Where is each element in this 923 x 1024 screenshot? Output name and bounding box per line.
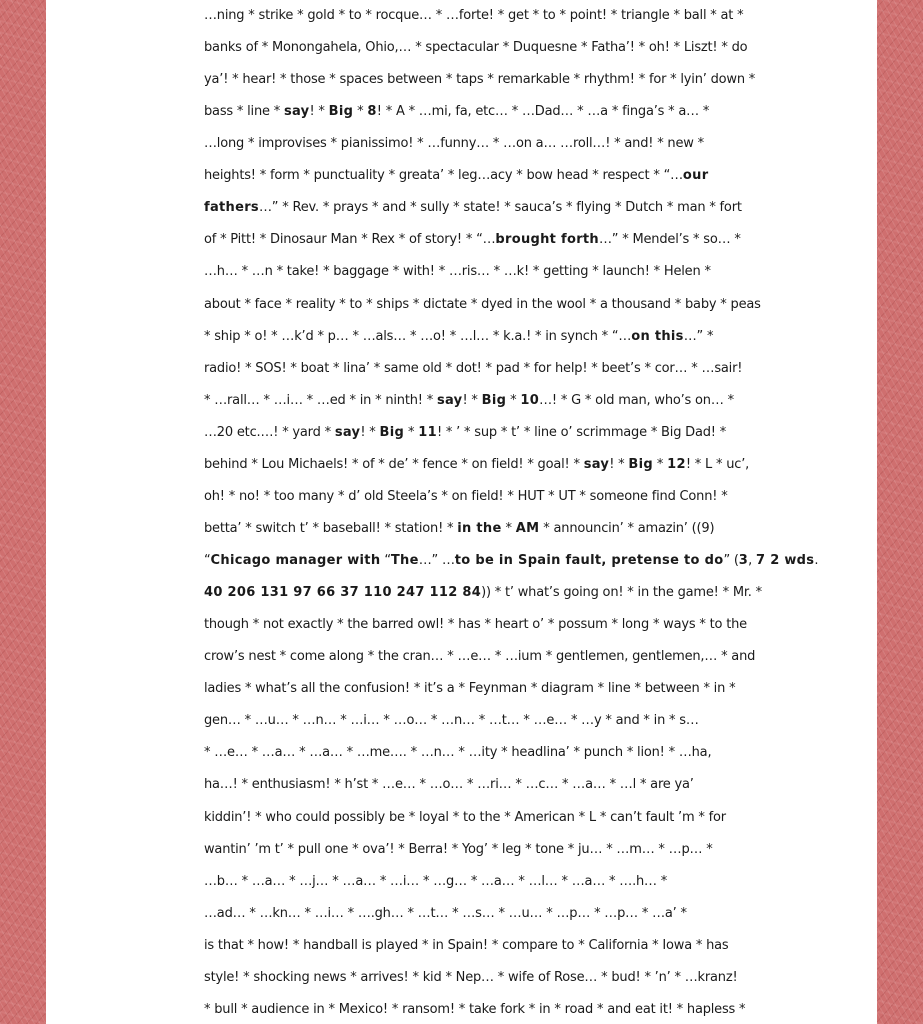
text-run: ! *	[360, 424, 380, 440]
text-run: …” * Rev. * prays * and * sully * state! * sauca’s * flying * Dutch * man * fort	[258, 200, 742, 216]
text-line	[204, 745, 711, 761]
text-run: behind * Lou Michaels! * of * de’ * fence * on field! * goal! *	[204, 456, 584, 472]
text-line	[204, 970, 737, 986]
text-run: …ning * strike * gold * to * rocque… * …forte! * get * to * point! * triangle * ball * at *	[204, 8, 744, 23]
text-line	[204, 457, 749, 473]
text-run: gen… * …u… * …n… * …i… * …o… * …n… * …t… * …e… * …y * and * in * s…	[204, 713, 699, 729]
text-run: “	[380, 553, 391, 569]
text-run: ,	[748, 553, 757, 569]
text-run: …h… * …n * take! * baggage * with! * …ris… * …k! * getting * launch! * Helen *	[204, 264, 711, 280]
text-line	[204, 200, 742, 216]
text-run: ha…! * enthusiasm! * h’st * …e… * …o… * …ri… * …c… * …a… * …l * are ya’	[204, 777, 694, 793]
text-run: * ship * o! * …k’d * p… * …als… * …o! * …l… * k.a.! * in synch * “…	[204, 328, 632, 344]
bold-phrase: in the	[457, 520, 502, 536]
text-line	[204, 104, 709, 120]
text-run: )) * t’ what’s going on! * in the game! * Mr. *	[481, 585, 762, 601]
text-run: heights! * form * punctuality * greata’ * leg…acy * bow head * respect * “…	[204, 168, 683, 184]
text-run: *	[506, 392, 521, 408]
text-line	[204, 521, 714, 537]
bold-phrase: Big	[481, 392, 507, 408]
text-line	[204, 489, 728, 505]
text-line	[204, 1002, 745, 1018]
text-line	[204, 777, 694, 793]
text-line	[204, 168, 708, 184]
bold-phrase: 12	[667, 456, 686, 472]
text-run: is that * how! * handball is played * in Spain! * compare to * California * Iowa * has	[204, 937, 729, 953]
text-run: * bull * audience in * Mexico! * ransom! * take fork * in * road * and eat it! * hapless *	[204, 1001, 746, 1017]
text-run: “	[204, 553, 211, 569]
text-line	[204, 297, 761, 313]
text-run: …ad… * …kn… * …i… * ….gh… * …t… * …s… * …u… * …p… * …p… * …a’ *	[204, 905, 687, 921]
text-line	[204, 842, 713, 858]
text-line	[204, 264, 711, 280]
right-decorative-border	[877, 0, 923, 1024]
text-run: of * Pitt! * Dinosaur Man * Rex * of story! * “…	[204, 232, 496, 248]
bold-phrase: Chicago manager with	[210, 553, 381, 569]
bold-phrase: Big	[379, 424, 405, 440]
bold-phrase: The	[390, 553, 419, 569]
bold-phrase: AM	[515, 520, 540, 536]
text-run: about * face * reality * to * ships * dictate * dyed in the wool * a thousand * baby * peas	[204, 296, 761, 312]
text-run: kiddin’! * who could possibly be * loyal * to the * American * L * can’t fault ’m * for	[204, 809, 726, 825]
text-run: ! *	[609, 456, 629, 472]
text-line	[204, 681, 735, 697]
text-line	[204, 136, 704, 152]
text-line	[204, 72, 755, 88]
text-run: * announcin’ * amazin’ ((9)	[539, 520, 715, 536]
text-run: bass * line *	[204, 104, 284, 120]
text-run: though * not exactly * the barred owl! * has * heart o’ * possum * long * ways * to the	[204, 617, 747, 633]
text-run: ” (	[723, 553, 739, 569]
bold-phrase: 11	[418, 424, 437, 440]
text-run: ! * ’ * sup * t’ * line o’ scrimmage * Big Dad! *	[436, 424, 727, 440]
text-run: * …e… * …a… * …a… * …me…. * …n… * …ity * headlina’ * punch * lion! * …ha,	[204, 745, 712, 761]
text-line	[204, 649, 755, 665]
bold-phrase: 3	[738, 553, 749, 569]
text-run: …b… * …a… * …j… * …a… * …i… * …g… * …a… * …l… * …a… * ….h… *	[204, 873, 668, 889]
text-line	[204, 361, 742, 377]
text-run: …” * Mendel’s * so… *	[598, 232, 741, 248]
text-line	[204, 810, 726, 826]
text-run: *	[501, 520, 516, 536]
text-line	[204, 906, 687, 922]
bold-phrase: say	[583, 456, 610, 472]
bold-phrase: say	[334, 424, 361, 440]
text-run: banks of * Monongahela, Ohio,… * spectacular * Duquesne * Fatha’! * oh! * Liszt! * do	[204, 40, 748, 56]
text-run: .	[814, 553, 819, 569]
text-run: …long * improvises * pianissimo! * …funny… * …on a… …roll…! * and! * new *	[204, 136, 704, 152]
text-line	[204, 938, 729, 954]
text-run: betta’ * switch t’ * baseball! * station! *	[204, 520, 458, 536]
text-run: * …rall… * …i… * …ed * in * ninth! *	[204, 392, 437, 408]
text-run: …20 etc.…! * yard *	[204, 424, 335, 440]
text-run: ! * A * …mi, fa, etc… * …Dad… * …a * finga’s * a… *	[376, 104, 710, 120]
bold-phrase: Big	[328, 104, 354, 120]
text-run: radio! * SOS! * boat * lina’ * same old * dot! * pad * for help! * beet’s * cor… * …sair!	[204, 360, 743, 376]
bold-phrase: Big	[628, 456, 653, 472]
text-run: *	[353, 104, 368, 120]
text-run: oh! * no! * too many * d’ old Steela’s * on field! * HUT * UT * someone find Conn! *	[204, 488, 728, 504]
text-line	[204, 585, 762, 601]
text-run: …” *	[683, 328, 714, 344]
bold-phrase: 10	[520, 392, 540, 408]
text-run: …” …	[418, 553, 455, 569]
text-line	[204, 40, 747, 56]
text-run: …! * G * old man, who’s on… *	[539, 392, 734, 408]
text-line	[204, 553, 818, 569]
text-run: crow’s nest * come along * the cran… * …e… * …ium * gentlemen, gentlemen,… * and	[204, 649, 756, 665]
bold-phrase: say	[283, 104, 310, 120]
text-run: ! *	[462, 392, 482, 408]
bold-phrase: to be in Spain fault, pretense to do	[454, 553, 724, 569]
text-run: ! * L * uc’,	[685, 456, 750, 472]
bold-phrase: 40 206 131 97 66 37 110 247 112 84	[204, 585, 482, 601]
text-line	[204, 617, 747, 633]
text-run: wantin’ ’m t’ * pull one * ova’! * Berra! * Yog’ * leg * tone * ju… * …m… * …p… *	[204, 841, 713, 857]
bold-phrase: 7 2 wds	[756, 553, 815, 569]
left-decorative-border	[0, 0, 46, 1024]
text-line	[204, 8, 743, 24]
text-run: style! * shocking news * arrives! * kid * Nep… * wife of Rose… * bud! * ’n’ * …kranz!	[204, 969, 738, 985]
text-run: ! *	[309, 104, 329, 120]
text-line	[204, 329, 713, 345]
bold-phrase: say	[436, 392, 463, 408]
bold-phrase: brought forth	[495, 232, 599, 248]
bold-phrase: our	[682, 168, 709, 184]
text-run: ladies * what’s all the confusion! * it’s a * Feynman * diagram * line * between * in *	[204, 681, 736, 697]
text-line	[204, 425, 726, 441]
text-line	[204, 874, 667, 890]
text-line	[204, 713, 699, 729]
bold-phrase: fathers	[204, 200, 259, 216]
bold-phrase: 8	[367, 104, 377, 120]
text-run: *	[404, 424, 419, 440]
text-run: *	[652, 456, 668, 472]
text-line	[204, 232, 741, 248]
text-line	[204, 393, 734, 409]
bold-phrase: on this	[631, 328, 684, 344]
text-run: ya’! * hear! * those * spaces between * taps * remarkable * rhythm! * for * lyin’ down *	[204, 72, 756, 88]
